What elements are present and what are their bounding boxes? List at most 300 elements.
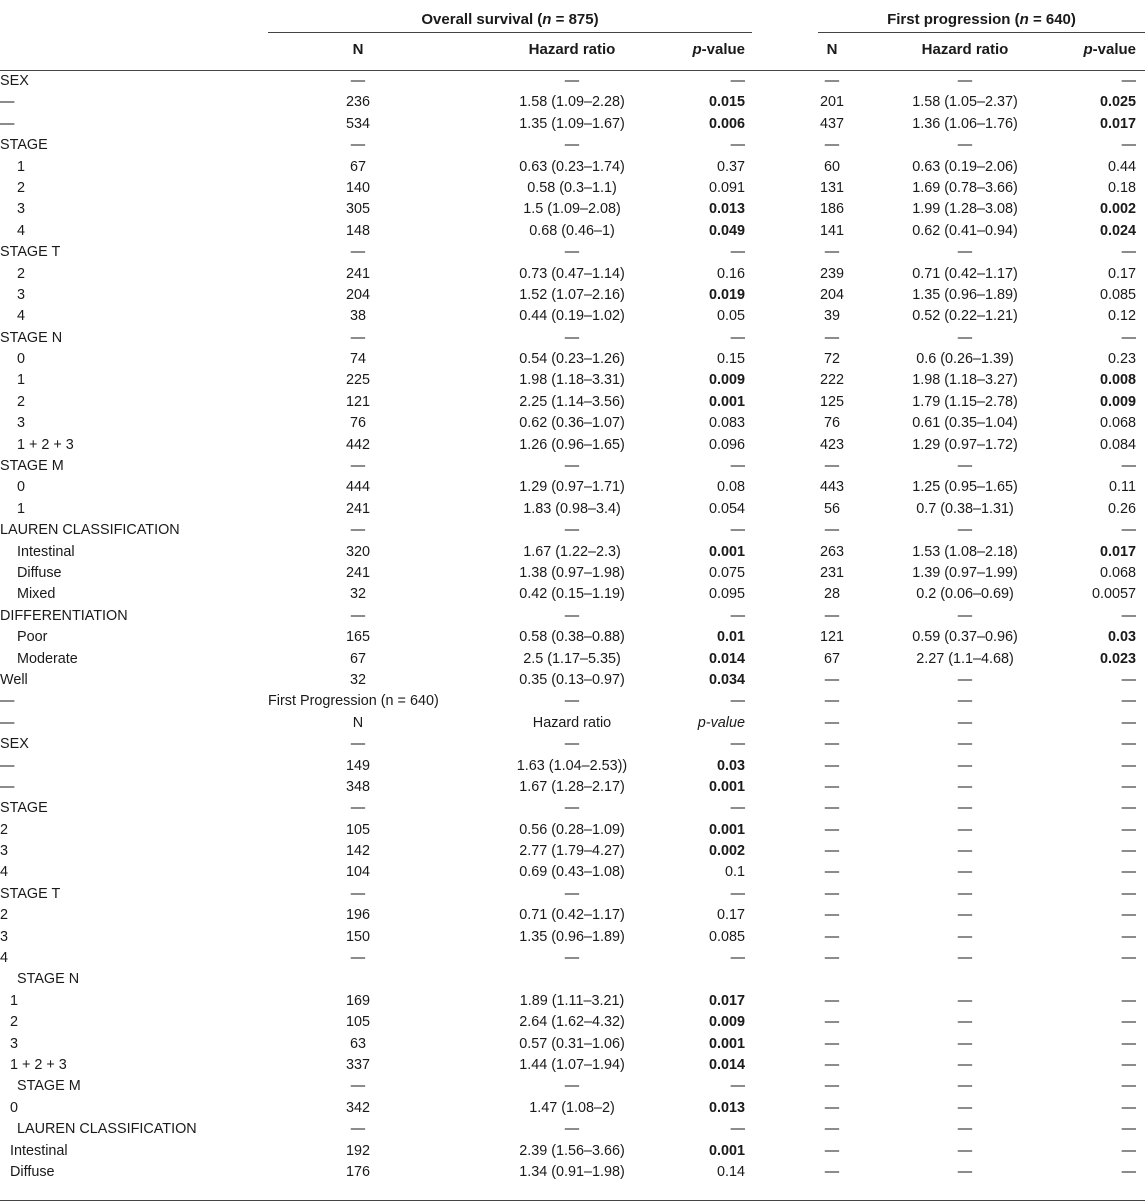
- row-label: Intestinal: [10, 1142, 68, 1159]
- hazard-fp-cell: —: [957, 1163, 973, 1180]
- hazard-fp-cell: 1.79 (1.15–2.78): [912, 393, 1018, 410]
- n-os-cell: 74: [349, 351, 366, 368]
- p-os-cell: 0.001: [708, 543, 745, 560]
- p-fp-cell: 0.44: [1107, 158, 1136, 175]
- row-label: Mixed: [17, 586, 56, 603]
- p-os-cell: 0.034: [708, 671, 745, 688]
- hazard-os-cell: 2.64 (1.62–4.32): [519, 1014, 625, 1031]
- table-row: [0, 349, 1145, 370]
- hazard-os-cell: 1.29 (0.97–1.71): [519, 479, 625, 496]
- row-label: 1 + 2 + 3: [10, 1056, 67, 1073]
- table-row: [0, 649, 1145, 670]
- p-os-cell: —: [730, 458, 745, 475]
- hazard-fp-cell: —: [957, 928, 973, 945]
- n-os-cell: 150: [345, 928, 370, 945]
- p-fp-cell: 0.002: [1099, 201, 1136, 218]
- hazard-os-cell: 1.89 (1.11–3.21): [519, 992, 625, 1009]
- p-os-cell: 0.01: [716, 629, 745, 646]
- hazard-fp-cell: 1.39 (0.97–1.99): [912, 564, 1018, 581]
- n-os-cell: —: [350, 736, 366, 753]
- n-os-cell: —: [350, 950, 366, 967]
- n-os-cell: 337: [345, 1056, 370, 1073]
- table-row: [0, 798, 1145, 819]
- table-row: [0, 71, 1145, 92]
- col-p-italic: p: [1083, 41, 1093, 58]
- n-fp-cell: —: [824, 714, 840, 731]
- p-os-cell: 0.08: [716, 479, 745, 496]
- n-os-cell: 121: [345, 393, 370, 410]
- hazard-os-cell: 1.35 (1.09–1.67): [519, 115, 625, 132]
- hazard-os-cell: —: [564, 329, 580, 346]
- n-os-cell: 305: [345, 201, 370, 218]
- table-row: [0, 456, 1145, 477]
- row-label: 1: [17, 372, 26, 389]
- n-os-cell: 67: [349, 158, 366, 175]
- row-label: 2: [17, 179, 26, 196]
- p-os-cell: 0.013: [708, 1099, 745, 1116]
- p-fp-cell: 0.0057: [1091, 586, 1136, 603]
- p-os-cell: 0.1: [724, 864, 745, 881]
- hazard-os-cell: 1.47 (1.08–2): [529, 1099, 615, 1116]
- row-label: 3: [17, 201, 26, 218]
- hazard-fp-cell: 0.7 (0.38–1.31): [916, 500, 1014, 517]
- group-label-count: = 640): [1028, 11, 1076, 28]
- p-fp-cell: 0.023: [1099, 650, 1136, 667]
- hazard-os-cell: 1.35 (0.96–1.89): [519, 928, 625, 945]
- row-label: 0: [17, 479, 26, 496]
- hazard-os-cell: 0.71 (0.42–1.17): [519, 907, 625, 924]
- n-os-cell: 104: [345, 864, 370, 881]
- hazard-os-cell: 0.68 (0.46–1): [529, 222, 615, 239]
- table-row: [0, 713, 1145, 734]
- hazard-fp-cell: —: [957, 693, 973, 710]
- hazard-os-cell: 0.58 (0.3–1.1): [527, 179, 617, 196]
- p-os-cell: —: [730, 244, 745, 261]
- p-os-cell: 0.009: [708, 372, 745, 389]
- n-os-cell: 63: [349, 1035, 366, 1052]
- row-label: —: [0, 714, 15, 731]
- row-label: 3: [17, 415, 26, 432]
- p-os-cell: 0.001: [708, 778, 745, 795]
- p-os-cell: 0.049: [708, 222, 745, 239]
- row-label: Diffuse: [17, 564, 62, 581]
- hazard-os-cell: 2.5 (1.17–5.35): [523, 650, 621, 667]
- table-row: [0, 435, 1145, 456]
- n-fp-cell: 231: [819, 564, 844, 581]
- p-os-cell: 0.075: [708, 564, 745, 581]
- n-fp-cell: —: [824, 992, 840, 1009]
- hazard-fp-cell: —: [957, 244, 973, 261]
- n-fp-cell: 443: [819, 479, 844, 496]
- col-p-italic: p: [692, 41, 702, 58]
- table-row: [0, 392, 1145, 413]
- row-label: 3: [0, 843, 9, 860]
- col-n-os: N: [352, 41, 364, 58]
- p-fp-cell: 0.085: [1099, 286, 1136, 303]
- p-fp-cell: 0.11: [1109, 479, 1136, 496]
- hazard-os-cell: —: [564, 73, 580, 89]
- hazard-os-cell: 1.34 (0.91–1.98): [519, 1163, 625, 1180]
- n-fp-cell: 125: [819, 393, 844, 410]
- n-os-cell: 236: [345, 94, 370, 111]
- hazard-fp-cell: 1.53 (1.08–2.18): [912, 543, 1018, 560]
- hazard-fp-cell: —: [957, 800, 973, 817]
- hazard-os-cell: —: [564, 522, 580, 539]
- hazard-os-cell: —: [564, 244, 580, 261]
- hazard-fp-cell: 1.58 (1.05–2.37): [912, 94, 1018, 111]
- row-label: —: [0, 778, 15, 795]
- hazard-fp-cell: —: [957, 843, 973, 860]
- table-row: [0, 884, 1145, 905]
- table-body: [0, 71, 1145, 1183]
- hazard-fp-cell: 1.35 (0.96–1.89): [912, 286, 1018, 303]
- row-label: STAGE: [0, 137, 48, 154]
- hazard-fp-cell: —: [957, 329, 973, 346]
- row-label: 1: [17, 158, 26, 175]
- table-row: [0, 264, 1145, 285]
- n-fp-cell: —: [824, 928, 840, 945]
- n-fp-cell: —: [824, 907, 840, 924]
- column-header-row: [0, 34, 1145, 71]
- table-row: [0, 499, 1145, 520]
- p-fp-cell: —: [1121, 73, 1136, 89]
- n-fp-cell: 28: [823, 586, 840, 603]
- n-os-cell: 342: [345, 1099, 370, 1116]
- p-fp-cell: —: [1121, 1078, 1136, 1095]
- col-p-rest: -value: [701, 41, 745, 58]
- table-row: [0, 328, 1145, 349]
- row-label: Intestinal: [17, 543, 75, 560]
- p-fp-cell: —: [1121, 736, 1136, 753]
- n-fp-cell: 60: [823, 158, 840, 175]
- n-fp-cell: —: [824, 800, 840, 817]
- p-os-cell: 0.14: [716, 1163, 745, 1180]
- table-row: [0, 242, 1145, 263]
- table-row: [0, 92, 1145, 113]
- hazard-os-cell: 0.69 (0.43–1.08): [519, 864, 625, 881]
- p-os-cell: 0.015: [708, 94, 745, 111]
- table-row: [0, 477, 1145, 498]
- n-os-cell: 176: [345, 1163, 370, 1180]
- n-fp-cell: —: [824, 671, 840, 688]
- p-fp-cell: —: [1121, 757, 1136, 774]
- table-row: [0, 135, 1145, 156]
- n-fp-cell: 186: [819, 201, 844, 218]
- n-fp-cell: 423: [819, 436, 844, 453]
- n-os-cell: 196: [345, 907, 370, 924]
- p-os-cell: —: [730, 950, 745, 967]
- n-fp-cell: —: [824, 843, 840, 860]
- table-row: [0, 820, 1145, 841]
- table-row: [0, 157, 1145, 178]
- n-os-cell: 165: [345, 629, 370, 646]
- hazard-fp-cell: 0.62 (0.41–0.94): [912, 222, 1018, 239]
- table-row: [0, 370, 1145, 391]
- n-fp-cell: —: [824, 1121, 840, 1138]
- n-fp-cell: 121: [819, 629, 844, 646]
- p-os-cell: 0.013: [708, 201, 745, 218]
- row-label: STAGE N: [17, 971, 80, 988]
- n-os-cell: 444: [345, 479, 370, 496]
- hazard-fp-cell: —: [957, 992, 973, 1009]
- n-fp-cell: —: [824, 607, 840, 624]
- row-label: LAUREN CLASSIFICATION: [17, 1121, 197, 1138]
- n-fp-cell: 131: [819, 179, 844, 196]
- p-os-cell: 0.001: [708, 393, 745, 410]
- hazard-os-cell: —: [564, 458, 580, 475]
- p-os-cell: 0.095: [708, 586, 745, 603]
- hazard-fp-cell: —: [957, 885, 973, 902]
- hazard-fp-cell: —: [957, 1078, 973, 1095]
- n-os-cell: 32: [349, 586, 366, 603]
- n-fp-cell: 204: [819, 286, 844, 303]
- table-row: [0, 520, 1145, 541]
- p-fp-cell: 0.009: [1099, 393, 1136, 410]
- table-row: [0, 1034, 1145, 1055]
- hazard-fp-cell: 1.36 (1.06–1.76): [912, 115, 1018, 132]
- table-row: [0, 948, 1145, 969]
- n-os-cell: 140: [345, 179, 370, 196]
- n-fp-cell: —: [824, 1163, 840, 1180]
- n-fp-cell: 56: [823, 500, 840, 517]
- row-label: LAUREN CLASSIFICATION: [0, 522, 180, 539]
- hazard-fp-cell: 0.59 (0.37–0.96): [912, 629, 1018, 646]
- hazard-fp-cell: —: [957, 1035, 973, 1052]
- p-os-cell: 0.001: [708, 821, 745, 838]
- table-row: [0, 756, 1145, 777]
- p-os-cell: 0.009: [708, 1014, 745, 1031]
- n-os-cell: —: [350, 458, 366, 475]
- n-fp-cell: —: [824, 73, 840, 89]
- p-os-cell: 0.085: [708, 928, 745, 945]
- hazard-fp-cell: —: [957, 778, 973, 795]
- hazard-os-cell: —: [564, 800, 580, 817]
- p-os-cell: —: [730, 522, 745, 539]
- hazard-fp-cell: —: [957, 1014, 973, 1031]
- n-os-cell: 241: [345, 564, 370, 581]
- table-row: [0, 413, 1145, 434]
- n-os-cell: 225: [345, 372, 370, 389]
- p-fp-cell: 0.17: [1107, 265, 1136, 282]
- n-os-cell: —: [350, 137, 366, 154]
- table-row: [0, 991, 1145, 1012]
- p-os-cell: 0.006: [708, 115, 745, 132]
- table-row: [0, 734, 1145, 755]
- p-fp-cell: —: [1121, 907, 1136, 924]
- p-fp-cell: —: [1121, 950, 1136, 967]
- n-os-cell: —: [350, 244, 366, 261]
- n-os-cell: —: [350, 1121, 366, 1138]
- p-os-cell: —: [730, 800, 745, 817]
- hazard-os-cell: —: [564, 1121, 580, 1138]
- table-row: [0, 584, 1145, 605]
- hazard-fp-cell: —: [957, 522, 973, 539]
- n-os-cell: —: [350, 800, 366, 817]
- p-fp-cell: 0.18: [1107, 179, 1136, 196]
- hazard-os-cell: 0.42 (0.15–1.19): [519, 586, 625, 603]
- n-fp-cell: 76: [823, 415, 840, 432]
- hazard-os-cell: 1.44 (1.07–1.94): [519, 1056, 625, 1073]
- bottom-rule: [0, 1200, 1145, 1201]
- n-fp-cell: —: [824, 736, 840, 753]
- row-label: 2: [10, 1014, 19, 1031]
- n-fp-cell: —: [824, 522, 840, 539]
- hazard-fp-cell: —: [957, 757, 973, 774]
- row-label: Poor: [17, 629, 48, 646]
- hazard-os-cell: 0.73 (0.47–1.14): [519, 265, 625, 282]
- p-fp-cell: 0.03: [1107, 629, 1136, 646]
- n-fp-cell: —: [824, 1078, 840, 1095]
- hazard-os-cell: 0.35 (0.13–0.97): [519, 671, 625, 688]
- p-fp-cell: —: [1121, 714, 1136, 731]
- p-os-cell: 0.017: [708, 992, 745, 1009]
- n-fp-cell: —: [824, 458, 840, 475]
- hazard-os-cell: 1.98 (1.18–3.31): [519, 372, 625, 389]
- n-fp-cell: 141: [819, 222, 844, 239]
- row-label: 3: [0, 928, 9, 945]
- p-fp-cell: 0.068: [1099, 415, 1136, 432]
- row-label: —: [0, 757, 15, 774]
- n-os-cell: 348: [345, 778, 370, 795]
- p-fp-cell: —: [1121, 693, 1136, 710]
- row-label: 3: [17, 286, 26, 303]
- hazard-os-cell: 1.83 (0.98–3.4): [523, 500, 621, 517]
- row-label: —: [0, 115, 15, 132]
- row-label: 2: [17, 393, 26, 410]
- table-row: [0, 199, 1145, 220]
- p-os-cell: p-value: [697, 714, 745, 731]
- row-label: 2: [17, 265, 26, 282]
- hazard-os-cell: 0.58 (0.38–0.88): [519, 629, 625, 646]
- p-fp-cell: 0.23: [1107, 351, 1136, 368]
- n-fp-cell: —: [824, 1035, 840, 1052]
- table-row: [0, 841, 1145, 862]
- n-fp-cell: —: [824, 885, 840, 902]
- n-os-cell: 76: [349, 415, 366, 432]
- table-row: [0, 905, 1145, 926]
- p-os-cell: 0.096: [708, 436, 745, 453]
- n-fp-cell: —: [824, 1142, 840, 1159]
- n-fp-cell: 222: [819, 372, 844, 389]
- group-label-n: n: [1019, 11, 1029, 28]
- table-row: [0, 691, 1145, 712]
- p-fp-cell: —: [1121, 1099, 1136, 1116]
- n-os-cell: 149: [345, 757, 370, 774]
- hazard-fp-cell: 1.99 (1.28–3.08): [912, 201, 1018, 218]
- hazard-fp-cell: —: [957, 1099, 973, 1116]
- row-label: STAGE: [0, 800, 48, 817]
- p-os-cell: 0.17: [716, 907, 745, 924]
- hazard-os-cell: Hazard ratio: [532, 714, 612, 731]
- p-os-cell: 0.002: [708, 843, 745, 860]
- p-os-cell: —: [730, 607, 745, 624]
- n-fp-cell: —: [824, 950, 840, 967]
- group-label-n: n: [542, 11, 552, 28]
- col-p-fp: [1083, 34, 1136, 66]
- hazard-fp-cell: —: [957, 671, 973, 688]
- hazard-os-cell: 0.54 (0.23–1.26): [519, 351, 625, 368]
- table-row: [0, 285, 1145, 306]
- p-fp-cell: 0.26: [1107, 500, 1136, 517]
- p-fp-cell: —: [1121, 607, 1136, 624]
- p-fp-cell: 0.017: [1099, 115, 1136, 132]
- p-os-cell: —: [730, 736, 745, 753]
- p-fp-cell: —: [1121, 1035, 1136, 1052]
- n-os-cell: 105: [345, 1014, 370, 1031]
- hazard-fp-cell: —: [957, 950, 973, 967]
- hazard-os-cell: —: [564, 950, 580, 967]
- p-fp-cell: 0.084: [1099, 436, 1136, 453]
- n-fp-cell: 239: [819, 265, 844, 282]
- hazard-fp-cell: —: [957, 821, 973, 838]
- n-os-cell: —: [350, 607, 366, 624]
- table-row: [0, 221, 1145, 242]
- n-os-cell: N: [352, 714, 364, 731]
- n-fp-cell: 263: [819, 543, 844, 560]
- n-os-cell: —: [350, 522, 366, 539]
- p-os-cell: —: [730, 137, 745, 154]
- n-fp-cell: —: [824, 244, 840, 261]
- hazard-os-cell: 0.44 (0.19–1.02): [519, 308, 625, 325]
- row-label: 4: [0, 950, 9, 967]
- n-os-cell: 320: [345, 543, 370, 560]
- n-os-cell: 67: [349, 650, 366, 667]
- n-fp-cell: —: [824, 778, 840, 795]
- n-fp-cell: 437: [819, 115, 844, 132]
- p-fp-cell: —: [1121, 1014, 1136, 1031]
- row-label: STAGE N: [0, 329, 63, 346]
- row-label: STAGE T: [0, 885, 61, 902]
- p-os-cell: 0.001: [708, 1142, 745, 1159]
- row-label: 1: [17, 500, 26, 517]
- first-progression-group-header: [818, 0, 1145, 33]
- p-fp-cell: —: [1121, 1056, 1136, 1073]
- hazard-fp-cell: 0.71 (0.42–1.17): [912, 265, 1018, 282]
- row-label: Well: [0, 671, 28, 688]
- table-row: [0, 627, 1145, 648]
- col-p-os: [692, 34, 745, 66]
- p-fp-cell: —: [1121, 778, 1136, 795]
- group-label: First progression (: [887, 11, 1020, 28]
- row-label: 4: [17, 222, 26, 239]
- p-fp-cell: —: [1121, 458, 1136, 475]
- row-label: 2: [0, 907, 9, 924]
- table-row: [0, 1162, 1145, 1183]
- p-fp-cell: —: [1121, 800, 1136, 817]
- row-label: 4: [0, 864, 9, 881]
- p-os-cell: —: [730, 1078, 745, 1095]
- row-label: 2: [0, 821, 9, 838]
- n-fp-cell: —: [824, 329, 840, 346]
- hazard-fp-cell: 0.63 (0.19–2.06): [912, 158, 1018, 175]
- row-label: 1: [10, 992, 19, 1009]
- hazard-os-cell: 2.25 (1.14–3.56): [519, 393, 625, 410]
- p-fp-cell: 0.068: [1099, 564, 1136, 581]
- table-row: [0, 777, 1145, 798]
- p-os-cell: 0.15: [716, 351, 745, 368]
- hazard-os-cell: 1.63 (1.04–2.53)): [516, 757, 628, 774]
- hazard-os-cell: 1.5 (1.09–2.08): [523, 201, 621, 218]
- hazard-fp-cell: 2.27 (1.1–4.68): [916, 650, 1014, 667]
- p-fp-cell: —: [1121, 843, 1136, 860]
- n-fp-cell: 39: [823, 308, 840, 325]
- table-row: [0, 1141, 1145, 1162]
- hazard-os-cell: —: [564, 885, 580, 902]
- hazard-fp-cell: 0.6 (0.26–1.39): [916, 351, 1014, 368]
- p-fp-cell: —: [1121, 864, 1136, 881]
- p-fp-cell: —: [1121, 522, 1136, 539]
- p-os-cell: 0.083: [708, 415, 745, 432]
